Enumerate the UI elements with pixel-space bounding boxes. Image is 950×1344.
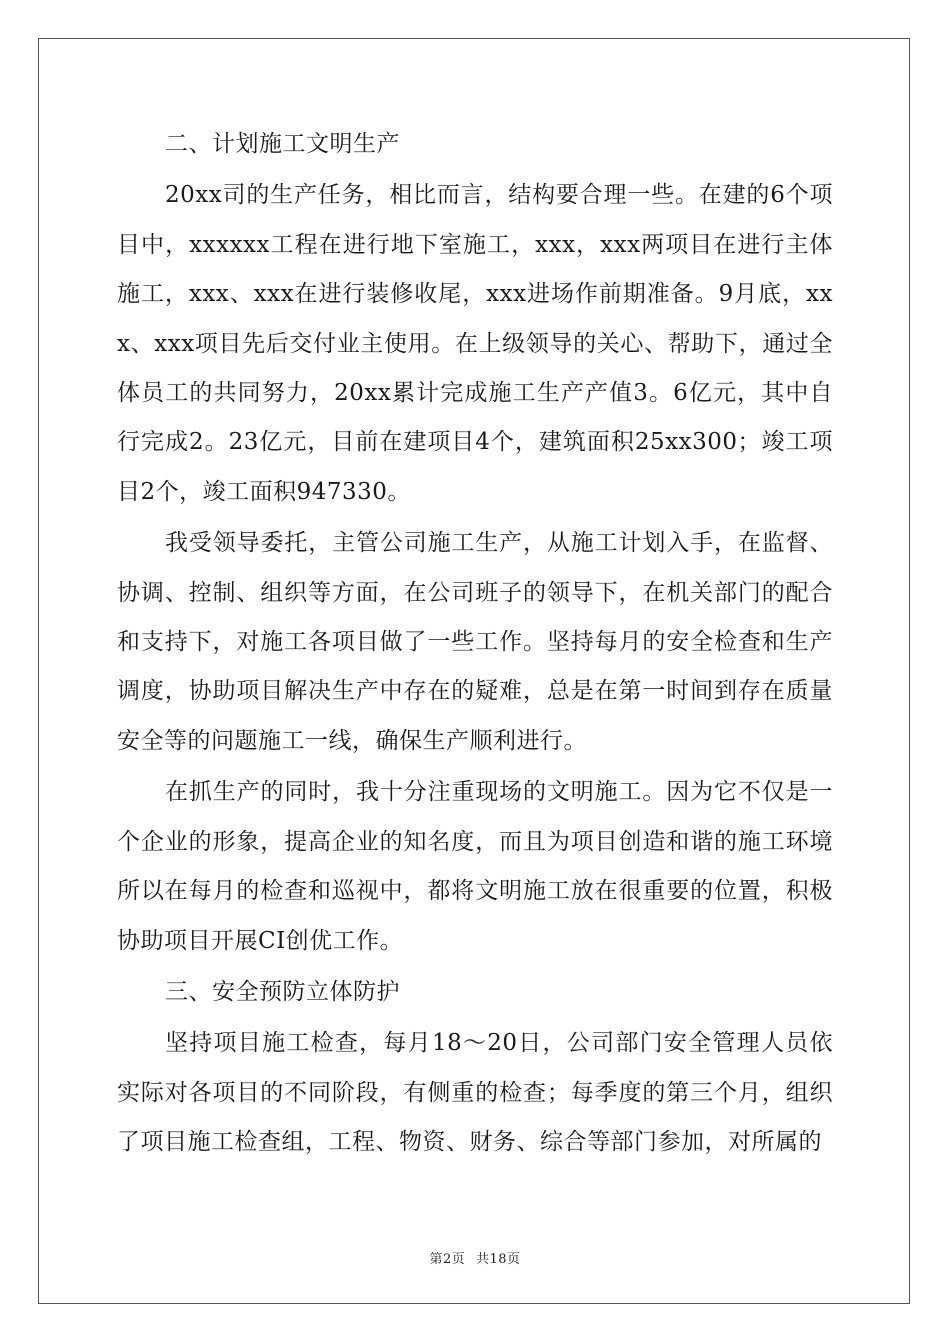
section-heading-3: 三、安全预防立体防护 (165, 978, 400, 1005)
section-heading-2: 二、计划施工文明生产 (165, 131, 400, 157)
document-body (117, 120, 833, 1168)
page-total: 共18页 (475, 1252, 521, 1267)
page-footer (0, 1248, 950, 1267)
page-number: 第2页 (429, 1252, 466, 1267)
paragraph-construction-management: 我受领导委托，主管公司施工生产，从施工计划入手，在监督、协调、控制、组织等方面，在公司班子的领导下，在机关部门的配合和支持下，对施工各项目做了一些工作。坚持每月的安全检查和生产调度，协助项目解决生产中存在的疑难，总是在第一时间到存在质量安全等的问题施工一线，确保生产顺利进行。 (117, 530, 833, 754)
paragraph-safety-inspection: 坚持项目施工检查，每月18～20日，公司部门安全管理人员依实际对各项目的不同阶段，有侧重的检查；每季度的第三个月，组织了项目施工检查组，工程、物资、财务、综合等部门参加，对所属的 (117, 1030, 833, 1156)
paragraph-civilized-construction: 在抓生产的同时，我十分注重现场的文明施工。因为它不仅是一个企业的形象，提高企业的知名度，而且为项目创造和谐的施工环境所以在每月的检查和巡视中，都将文明施工放在很重要的位置，积极协助项目开展CI创优工作。 (117, 779, 833, 954)
paragraph-production-summary: 20xx司的生产任务，相比而言，结构要合理一些。在建的6个项目中，xxxxxx工程在进行地下室施工，xxx，xxx两项目在进行主体施工，xxx、xxx在进行装修收尾，xxx进场作前期准备。9月底，xxx、xxx项目先后交付业主使用。在上级领导的关心、帮助下，通过全体员工的共同努力，20xx累计完成施工生产产值3。6亿元，其中自行完成2。23亿元，目前在建项目4个，建筑面积25xx300；竣工项目2个，竣工面积947330。 (117, 182, 833, 505)
